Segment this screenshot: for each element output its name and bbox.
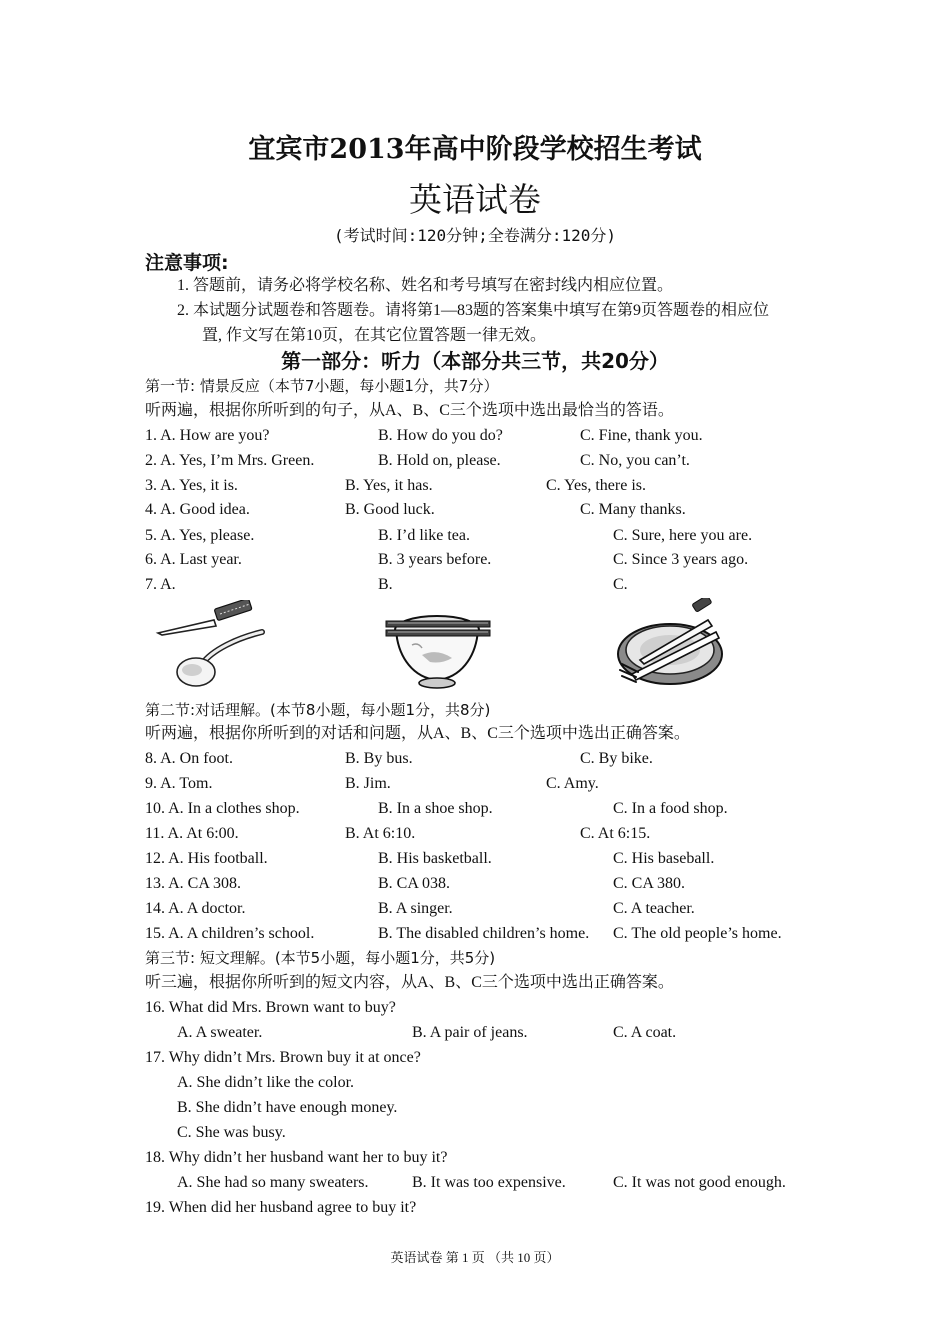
section1-instruction: 听两遍，根据你所听到的句子，从A、B、C三个选项中选出最恰当的答语。	[145, 402, 674, 419]
question-11-option-a: 11. A. At 6:00.	[145, 825, 239, 842]
page-footer: 英语试卷 第 1 页 （共 10 页）	[390, 1250, 560, 1265]
question-10-option-a: 10. A. In a clothes shop.	[145, 800, 300, 817]
question-2-option-c: C. No, you can’t.	[580, 452, 690, 469]
question-18-option-b: B. It was too expensive.	[412, 1174, 566, 1191]
question-5-option-b: B. I’d like tea.	[378, 527, 470, 544]
question-9-option-a: 9. A. Tom.	[145, 775, 213, 792]
question-18-stem: 18. Why didn’t her husband want her to buy it?	[145, 1149, 448, 1166]
question-17-option-a: A. She didn’t like the color.	[177, 1074, 355, 1091]
question-15-option-b: B. The disabled children’s home.	[378, 925, 590, 942]
question-8-option-a: 8. A. On foot.	[145, 750, 233, 767]
question-14-option-a: 14. A. A doctor.	[145, 900, 246, 917]
question-17-option-c: C. She was busy.	[177, 1124, 286, 1141]
knife-spoon-icon	[152, 600, 272, 690]
question-12-option-c: C. His baseball.	[613, 850, 715, 867]
question-13-option-c: C. CA 380.	[613, 875, 686, 892]
question-16-option-a: A. A sweater.	[177, 1024, 263, 1041]
question-3-option-b: B. Yes, it has.	[345, 477, 433, 494]
question-9-option-c: C. Amy.	[546, 775, 599, 792]
question-5-option-c: C. Sure, here you are.	[613, 527, 753, 544]
question-4-option-c: C. Many thanks.	[580, 501, 686, 518]
question-7-option-b: B.	[378, 576, 393, 593]
exam-subtitle: 英语试卷	[409, 180, 541, 219]
section3-instruction: 听三遍，根据你所听到的短文内容，从A、B、C三个选项中选出正确答案。	[145, 974, 674, 991]
question-10-option-c: C. In a food shop.	[613, 800, 728, 817]
question-4-option-b: B. Good luck.	[345, 501, 435, 518]
question-1-option-b: B. How do you do?	[378, 427, 503, 444]
question-16-option-b: B. A pair of jeans.	[412, 1024, 528, 1041]
question-18-option-c: C. It was not good enough.	[613, 1174, 786, 1191]
section1-title: 第一节: 情景反应（本节7小题，每小题1分，共7分）	[145, 377, 499, 395]
question-15-option-a: 15. A. A children’s school.	[145, 925, 315, 942]
question-3-option-a: 3. A. Yes, it is.	[145, 477, 238, 494]
question-7-option-a: 7. A.	[145, 576, 176, 593]
question-17-option-b: B. She didn’t have enough money.	[177, 1099, 398, 1116]
question-12-option-b: B. His basketball.	[378, 850, 492, 867]
question-16-option-c: C. A coat.	[613, 1024, 677, 1041]
exam-title: 宜宾市2013年高中阶段学校招生考试	[248, 134, 702, 165]
plate-knife-fork-icon	[612, 598, 727, 690]
question-5-option-a: 5. A. Yes, please.	[145, 527, 255, 544]
question-19-stem: 19. When did her husband agree to buy it?	[145, 1199, 417, 1216]
section3-title: 第三节: 短文理解。(本节5小题，每小题1分，共5分)	[145, 949, 496, 967]
question-6-option-b: B. 3 years before.	[378, 551, 492, 568]
notice-item-1: 1. 答题前，请务必将学校名称、姓名和考号填写在密封线内相应位置。	[177, 277, 674, 294]
bowl-chopsticks-icon	[382, 600, 497, 692]
question-6-option-a: 6. A. Last year.	[145, 551, 242, 568]
section2-title: 第二节:对话理解。(本节8小题，每小题1分，共8分)	[145, 701, 491, 719]
question-8-option-c: C. By bike.	[580, 750, 653, 767]
exam-info: (考试时间:120分钟;全卷满分:120分)	[334, 226, 616, 245]
question-17-stem: 17. Why didn’t Mrs. Brown buy it at once?	[145, 1049, 421, 1066]
question-12-option-a: 12. A. His football.	[145, 850, 268, 867]
question-16-stem: 16. What did Mrs. Brown want to buy?	[145, 999, 396, 1016]
notice-item-2-line-1: 2. 本试题分试题卷和答题卷。请将第1—83题的答案集中填写在第9页答题卷的相应位	[177, 302, 770, 319]
question-4-option-a: 4. A. Good idea.	[145, 501, 250, 518]
question-11-option-c: C. At 6:15.	[580, 825, 651, 842]
part1-title: 第一部分：听力（本部分共三节，共20分）	[281, 349, 669, 373]
question-8-option-b: B. By bus.	[345, 750, 413, 767]
notice-heading: 注意事项:	[145, 252, 229, 274]
question-10-option-b: B. In a shoe shop.	[378, 800, 493, 817]
question-6-option-c: C. Since 3 years ago.	[613, 551, 749, 568]
question-9-option-b: B. Jim.	[345, 775, 391, 792]
section2-instruction: 听两遍，根据你所听到的对话和问题，从A、B、C三个选项中选出正确答案。	[145, 725, 690, 742]
question-15-option-c: C. The old people’s home.	[613, 925, 782, 942]
question-14-option-b: B. A singer.	[378, 900, 453, 917]
question-18-option-a: A. She had so many sweaters.	[177, 1174, 369, 1191]
question-1-option-a: 1. A. How are you?	[145, 427, 270, 444]
question-2-option-b: B. Hold on, please.	[378, 452, 501, 469]
notice-item-2-line-2: 置, 作文写在第10页，在其它位置答题一律无效。	[202, 327, 547, 344]
question-11-option-b: B. At 6:10.	[345, 825, 416, 842]
question-7-option-c: C.	[613, 576, 628, 593]
question-3-option-c: C. Yes, there is.	[546, 477, 647, 494]
question-13-option-b: B. CA 038.	[378, 875, 451, 892]
question-13-option-a: 13. A. CA 308.	[145, 875, 242, 892]
question-14-option-c: C. A teacher.	[613, 900, 695, 917]
question-1-option-c: C. Fine, thank you.	[580, 427, 703, 444]
question-2-option-a: 2. A. Yes, I’m Mrs. Green.	[145, 452, 315, 469]
